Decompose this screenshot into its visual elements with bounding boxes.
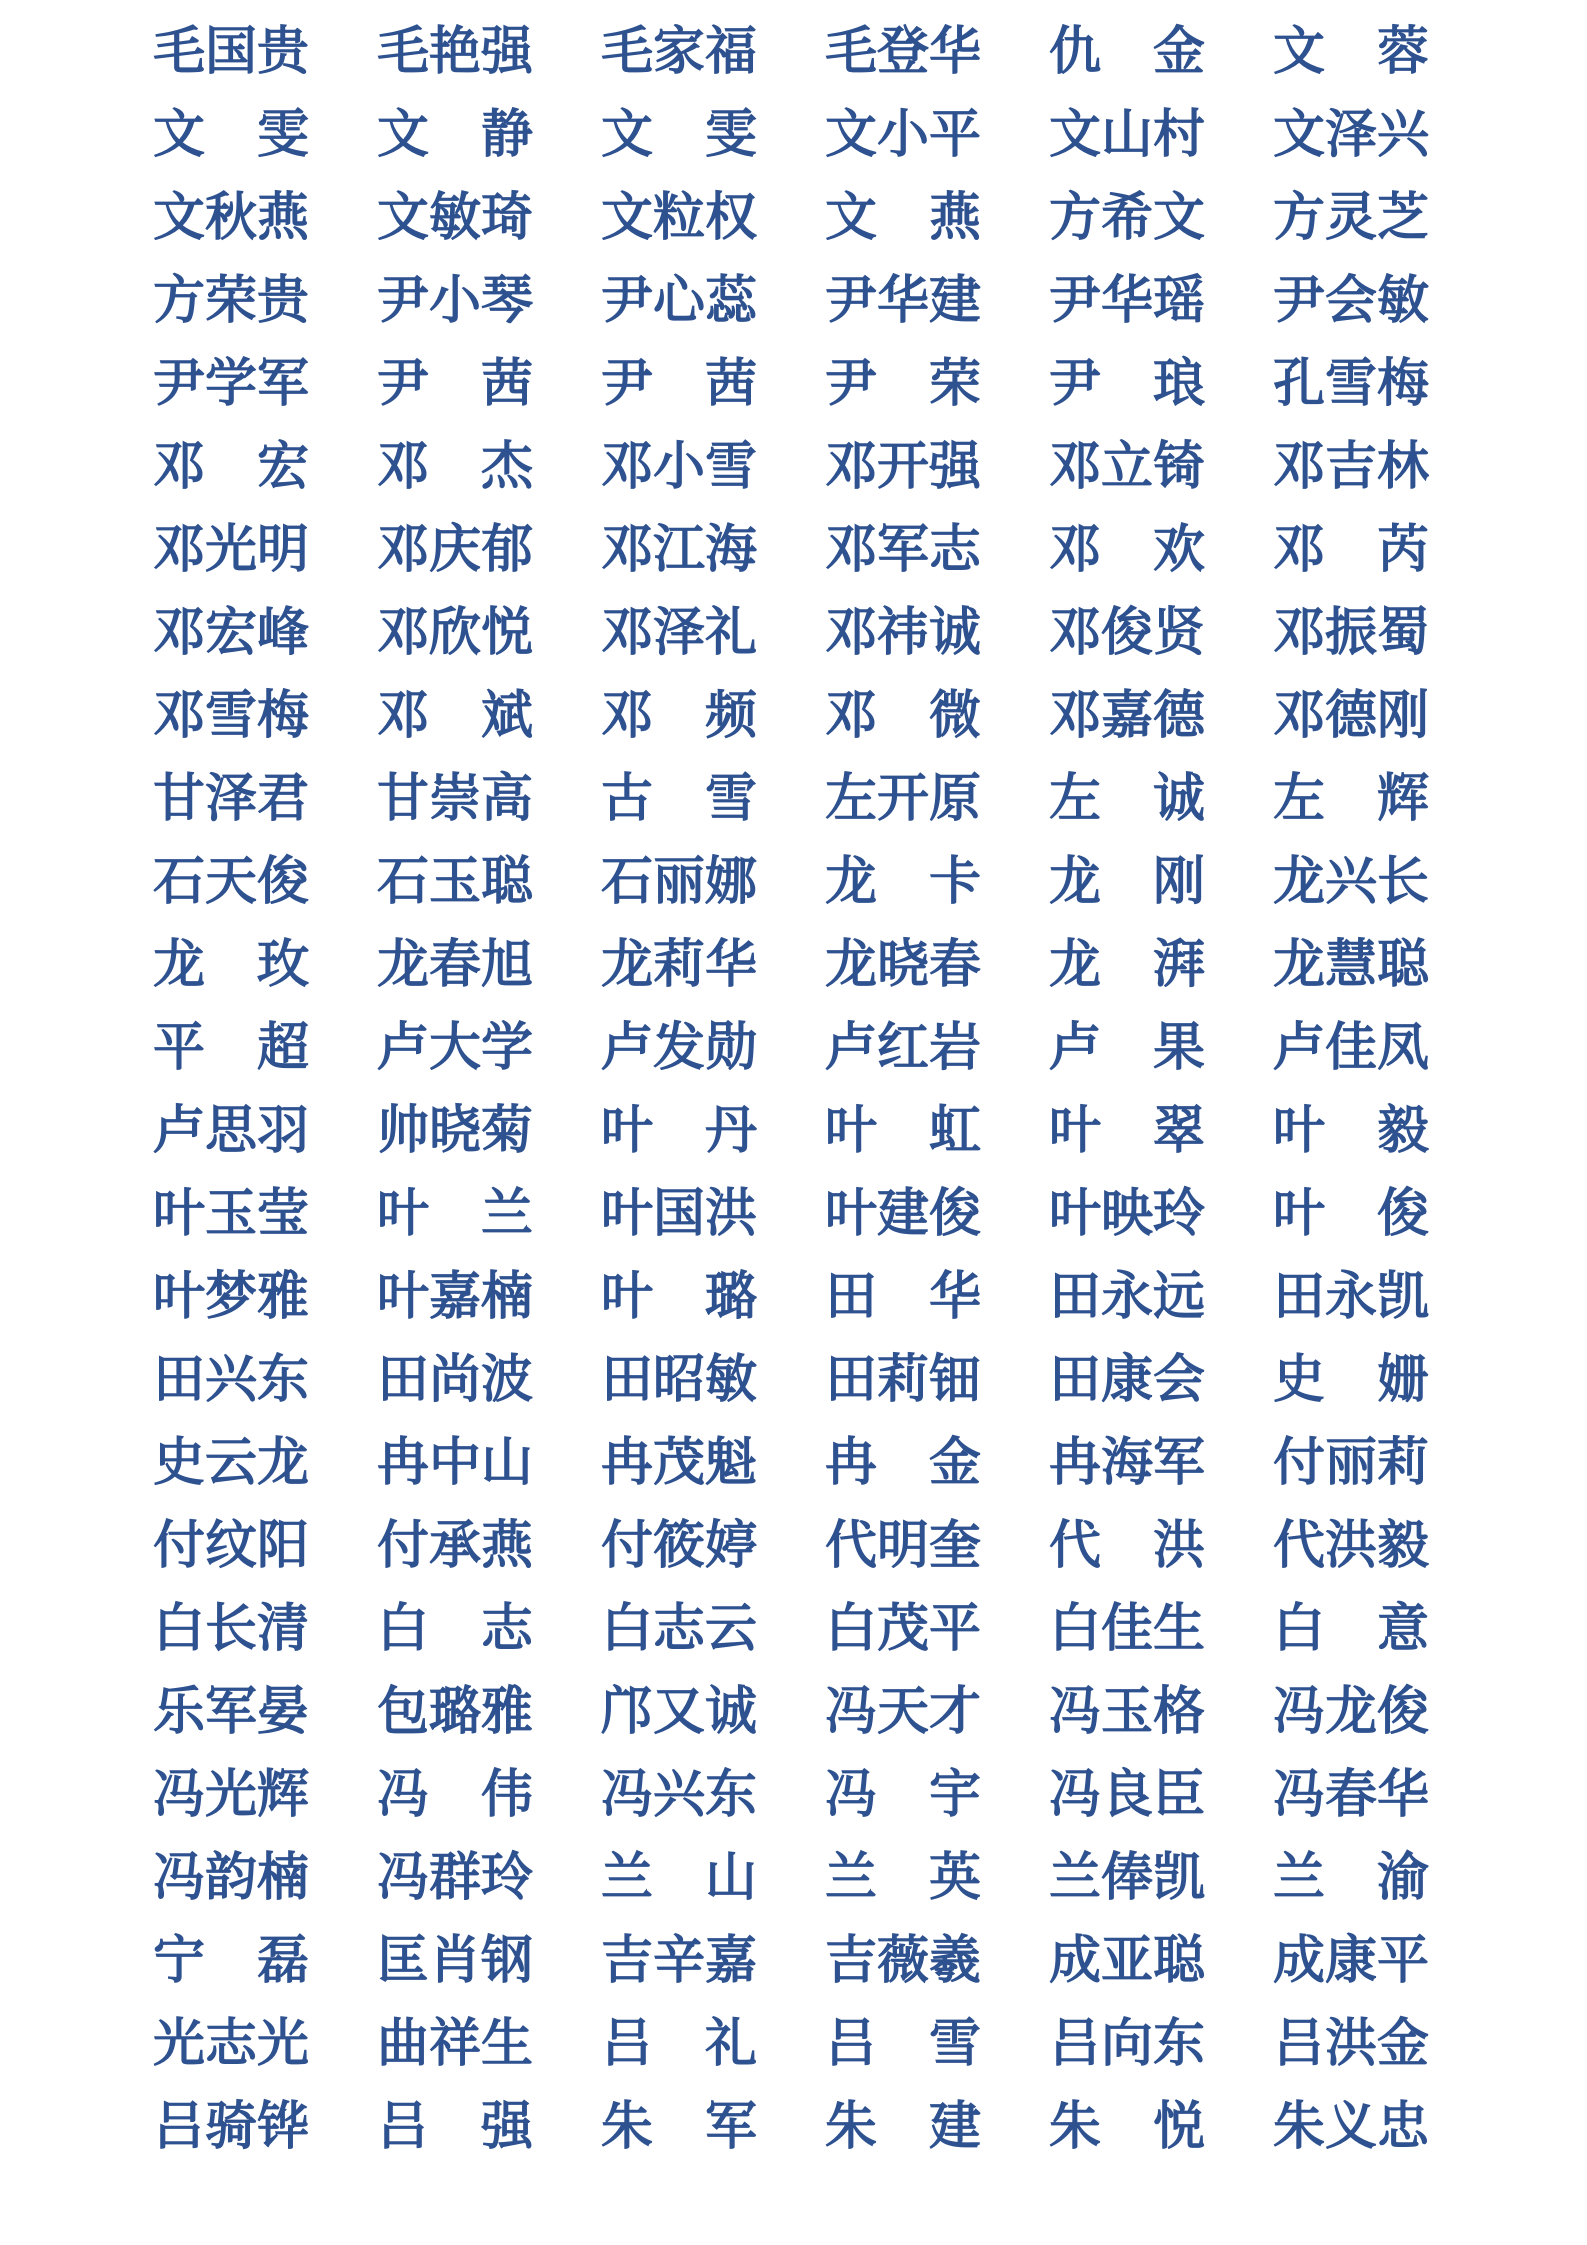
name-cell: 邓宏峰 xyxy=(153,602,309,663)
name-cell: 吉辛嘉 xyxy=(601,1930,757,1991)
name-cell: 冉 金 xyxy=(825,1432,981,1493)
name-cell: 邓 杰 xyxy=(377,436,533,497)
name-cell: 冉海军 xyxy=(1049,1432,1205,1493)
name-cell: 邓俊贤 xyxy=(1049,602,1205,663)
name-cell: 叶 虹 xyxy=(825,1100,981,1161)
name-cell: 尹会敏 xyxy=(1273,270,1429,331)
name-cell: 叶 丹 xyxy=(601,1100,757,1161)
name-cell: 尹 茜 xyxy=(601,353,757,414)
name-cell: 朱 建 xyxy=(825,2096,981,2157)
name-cell: 左 诚 xyxy=(1049,768,1205,829)
name-cell: 田康会 xyxy=(1049,1349,1205,1410)
name-cell: 吉薇羲 xyxy=(825,1930,981,1991)
name-cell: 白 意 xyxy=(1273,1598,1429,1659)
name-cell: 代 洪 xyxy=(1049,1515,1205,1576)
name-cell: 尹华瑶 xyxy=(1049,270,1205,331)
name-cell: 田昭敏 xyxy=(601,1349,757,1410)
name-cell: 卢发勋 xyxy=(601,1017,757,1078)
name-cell: 石天俊 xyxy=(153,851,309,912)
name-cell: 叶玉莹 xyxy=(153,1183,309,1244)
name-cell: 毛登华 xyxy=(825,21,981,82)
name-cell: 乐军晏 xyxy=(153,1681,309,1742)
name-cell: 兰 英 xyxy=(825,1847,981,1908)
name-cell: 卢 果 xyxy=(1049,1017,1205,1078)
name-cell: 吕 强 xyxy=(377,2096,533,2157)
name-cell: 邝又诚 xyxy=(601,1681,757,1742)
name-cell: 毛艳强 xyxy=(377,21,533,82)
name-cell: 文 雯 xyxy=(153,104,309,165)
name-cell: 甘泽君 xyxy=(153,768,309,829)
name-cell: 叶建俊 xyxy=(825,1183,981,1244)
name-cell: 叶国洪 xyxy=(601,1183,757,1244)
name-cell: 白茂平 xyxy=(825,1598,981,1659)
name-cell: 方荣贵 xyxy=(153,270,309,331)
name-cell: 邓江海 xyxy=(601,519,757,580)
name-cell: 邓光明 xyxy=(153,519,309,580)
name-cell: 田永凯 xyxy=(1273,1266,1429,1327)
name-cell: 邓德刚 xyxy=(1273,685,1429,746)
name-cell: 毛家福 xyxy=(601,21,757,82)
name-cell: 文 雯 xyxy=(601,104,757,165)
name-cell: 兰 山 xyxy=(601,1847,757,1908)
name-cell: 卢佳凤 xyxy=(1273,1017,1429,1078)
name-cell: 邓 芮 xyxy=(1273,519,1429,580)
name-cell: 卢大学 xyxy=(377,1017,533,1078)
name-cell: 文 静 xyxy=(377,104,533,165)
name-cell: 毛国贵 xyxy=(153,21,309,82)
name-cell: 邓祎诚 xyxy=(825,602,981,663)
name-cell: 邓吉林 xyxy=(1273,436,1429,497)
name-cell: 左开原 xyxy=(825,768,981,829)
name-cell: 白佳生 xyxy=(1049,1598,1205,1659)
name-cell: 白长清 xyxy=(153,1598,309,1659)
name-cell: 龙春旭 xyxy=(377,934,533,995)
name-cell: 邓军志 xyxy=(825,519,981,580)
name-cell: 付丽莉 xyxy=(1273,1432,1429,1493)
name-cell: 冯良臣 xyxy=(1049,1764,1205,1825)
name-cell: 吕向东 xyxy=(1049,2013,1205,2074)
name-cell: 史 姗 xyxy=(1273,1349,1429,1410)
name-cell: 代明奎 xyxy=(825,1515,981,1576)
name-cell: 邓 微 xyxy=(825,685,981,746)
name-cell: 邓立锜 xyxy=(1049,436,1205,497)
name-cell: 冯玉格 xyxy=(1049,1681,1205,1742)
name-cell: 付纹阳 xyxy=(153,1515,309,1576)
name-cell: 甘崇高 xyxy=(377,768,533,829)
name-cell: 邓欣悦 xyxy=(377,602,533,663)
name-cell: 龙兴长 xyxy=(1273,851,1429,912)
name-cell: 邓 频 xyxy=(601,685,757,746)
name-cell: 卢红岩 xyxy=(825,1017,981,1078)
name-cell: 冯兴东 xyxy=(601,1764,757,1825)
name-cell: 龙慧聪 xyxy=(1273,934,1429,995)
name-cell: 田永远 xyxy=(1049,1266,1205,1327)
name-cell: 付承燕 xyxy=(377,1515,533,1576)
name-cell: 朱义忠 xyxy=(1273,2096,1429,2157)
name-cell: 冯韵楠 xyxy=(153,1847,309,1908)
name-cell: 文 燕 xyxy=(825,187,981,248)
name-cell: 邓小雪 xyxy=(601,436,757,497)
name-cell: 尹 琅 xyxy=(1049,353,1205,414)
name-cell: 冯 宇 xyxy=(825,1764,981,1825)
name-cell: 冯 伟 xyxy=(377,1764,533,1825)
name-cell: 叶嘉楠 xyxy=(377,1266,533,1327)
name-cell: 吕 雪 xyxy=(825,2013,981,2074)
name-cell: 叶 翠 xyxy=(1049,1100,1205,1161)
name-cell: 左 辉 xyxy=(1273,768,1429,829)
name-cell: 尹学军 xyxy=(153,353,309,414)
name-cell: 龙 刚 xyxy=(1049,851,1205,912)
name-cell: 吕骑铧 xyxy=(153,2096,309,2157)
name-cell: 尹小琴 xyxy=(377,270,533,331)
name-cell: 叶 俊 xyxy=(1273,1183,1429,1244)
name-cell: 包璐雅 xyxy=(377,1681,533,1742)
name-cell: 冯群玲 xyxy=(377,1847,533,1908)
name-cell: 邓泽礼 xyxy=(601,602,757,663)
name-cell: 文敏琦 xyxy=(377,187,533,248)
name-cell: 孔雪梅 xyxy=(1273,353,1429,414)
name-cell: 田莉钿 xyxy=(825,1349,981,1410)
name-cell: 冯天才 xyxy=(825,1681,981,1742)
name-cell: 邓嘉德 xyxy=(1049,685,1205,746)
name-cell: 尹华建 xyxy=(825,270,981,331)
name-cell: 文 蓉 xyxy=(1273,21,1429,82)
name-cell: 仇 金 xyxy=(1049,21,1205,82)
name-cell: 叶映玲 xyxy=(1049,1183,1205,1244)
name-cell: 龙 卡 xyxy=(825,851,981,912)
name-cell: 史云龙 xyxy=(153,1432,309,1493)
name-cell: 朱 军 xyxy=(601,2096,757,2157)
name-cell: 邓 宏 xyxy=(153,436,309,497)
name-cell: 尹 荣 xyxy=(825,353,981,414)
name-cell: 文秋燕 xyxy=(153,187,309,248)
name-cell: 宁 磊 xyxy=(153,1930,309,1991)
name-cell: 邓开强 xyxy=(825,436,981,497)
name-cell: 朱 悦 xyxy=(1049,2096,1205,2157)
name-cell: 石玉聪 xyxy=(377,851,533,912)
name-cell: 冯龙俊 xyxy=(1273,1681,1429,1742)
name-cell: 石丽娜 xyxy=(601,851,757,912)
name-list xyxy=(153,10,1429,2168)
name-cell: 成康平 xyxy=(1273,1930,1429,1991)
name-cell: 古 雪 xyxy=(601,768,757,829)
name-cell: 龙 湃 xyxy=(1049,934,1205,995)
name-cell: 叶 兰 xyxy=(377,1183,533,1244)
name-cell: 成亚聪 xyxy=(1049,1930,1205,1991)
name-cell: 龙莉华 xyxy=(601,934,757,995)
name-cell: 叶梦雅 xyxy=(153,1266,309,1327)
name-cell: 冯春华 xyxy=(1273,1764,1429,1825)
name-cell: 兰 渝 xyxy=(1273,1847,1429,1908)
name-cell: 叶 璐 xyxy=(601,1266,757,1327)
name-cell: 文山村 xyxy=(1049,104,1205,165)
name-cell: 叶 毅 xyxy=(1273,1100,1429,1161)
name-cell: 吕 礼 xyxy=(601,2013,757,2074)
name-cell: 代洪毅 xyxy=(1273,1515,1429,1576)
name-cell: 冉中山 xyxy=(377,1432,533,1493)
name-cell: 田 华 xyxy=(825,1266,981,1327)
name-cell: 付筱婷 xyxy=(601,1515,757,1576)
name-cell: 邓雪梅 xyxy=(153,685,309,746)
name-cell: 平 超 xyxy=(153,1017,309,1078)
name-cell: 兰俸凯 xyxy=(1049,1847,1205,1908)
name-cell: 方灵芝 xyxy=(1273,187,1429,248)
name-cell: 田兴东 xyxy=(153,1349,309,1410)
name-cell: 光志光 xyxy=(153,2013,309,2074)
name-cell: 邓振蜀 xyxy=(1273,602,1429,663)
name-cell: 文泽兴 xyxy=(1273,104,1429,165)
name-cell: 吕洪金 xyxy=(1273,2013,1429,2074)
name-cell: 帅晓菊 xyxy=(377,1100,533,1161)
name-cell: 曲祥生 xyxy=(377,2013,533,2074)
name-cell: 邓 欢 xyxy=(1049,519,1205,580)
name-cell: 田尚波 xyxy=(377,1349,533,1410)
name-cell: 尹 茜 xyxy=(377,353,533,414)
name-cell: 匡肖钢 xyxy=(377,1930,533,1991)
name-cell: 白志云 xyxy=(601,1598,757,1659)
name-cell: 龙晓春 xyxy=(825,934,981,995)
name-cell: 卢思羽 xyxy=(153,1100,309,1161)
name-cell: 白 志 xyxy=(377,1598,533,1659)
name-cell: 方希文 xyxy=(1049,187,1205,248)
name-cell: 邓庆郁 xyxy=(377,519,533,580)
name-cell: 冯光辉 xyxy=(153,1764,309,1825)
name-cell: 邓 斌 xyxy=(377,685,533,746)
name-cell: 冉茂魁 xyxy=(601,1432,757,1493)
name-cell: 尹心蕊 xyxy=(601,270,757,331)
name-cell: 文小平 xyxy=(825,104,981,165)
name-cell: 龙 玫 xyxy=(153,934,309,995)
name-cell: 文粒权 xyxy=(601,187,757,248)
